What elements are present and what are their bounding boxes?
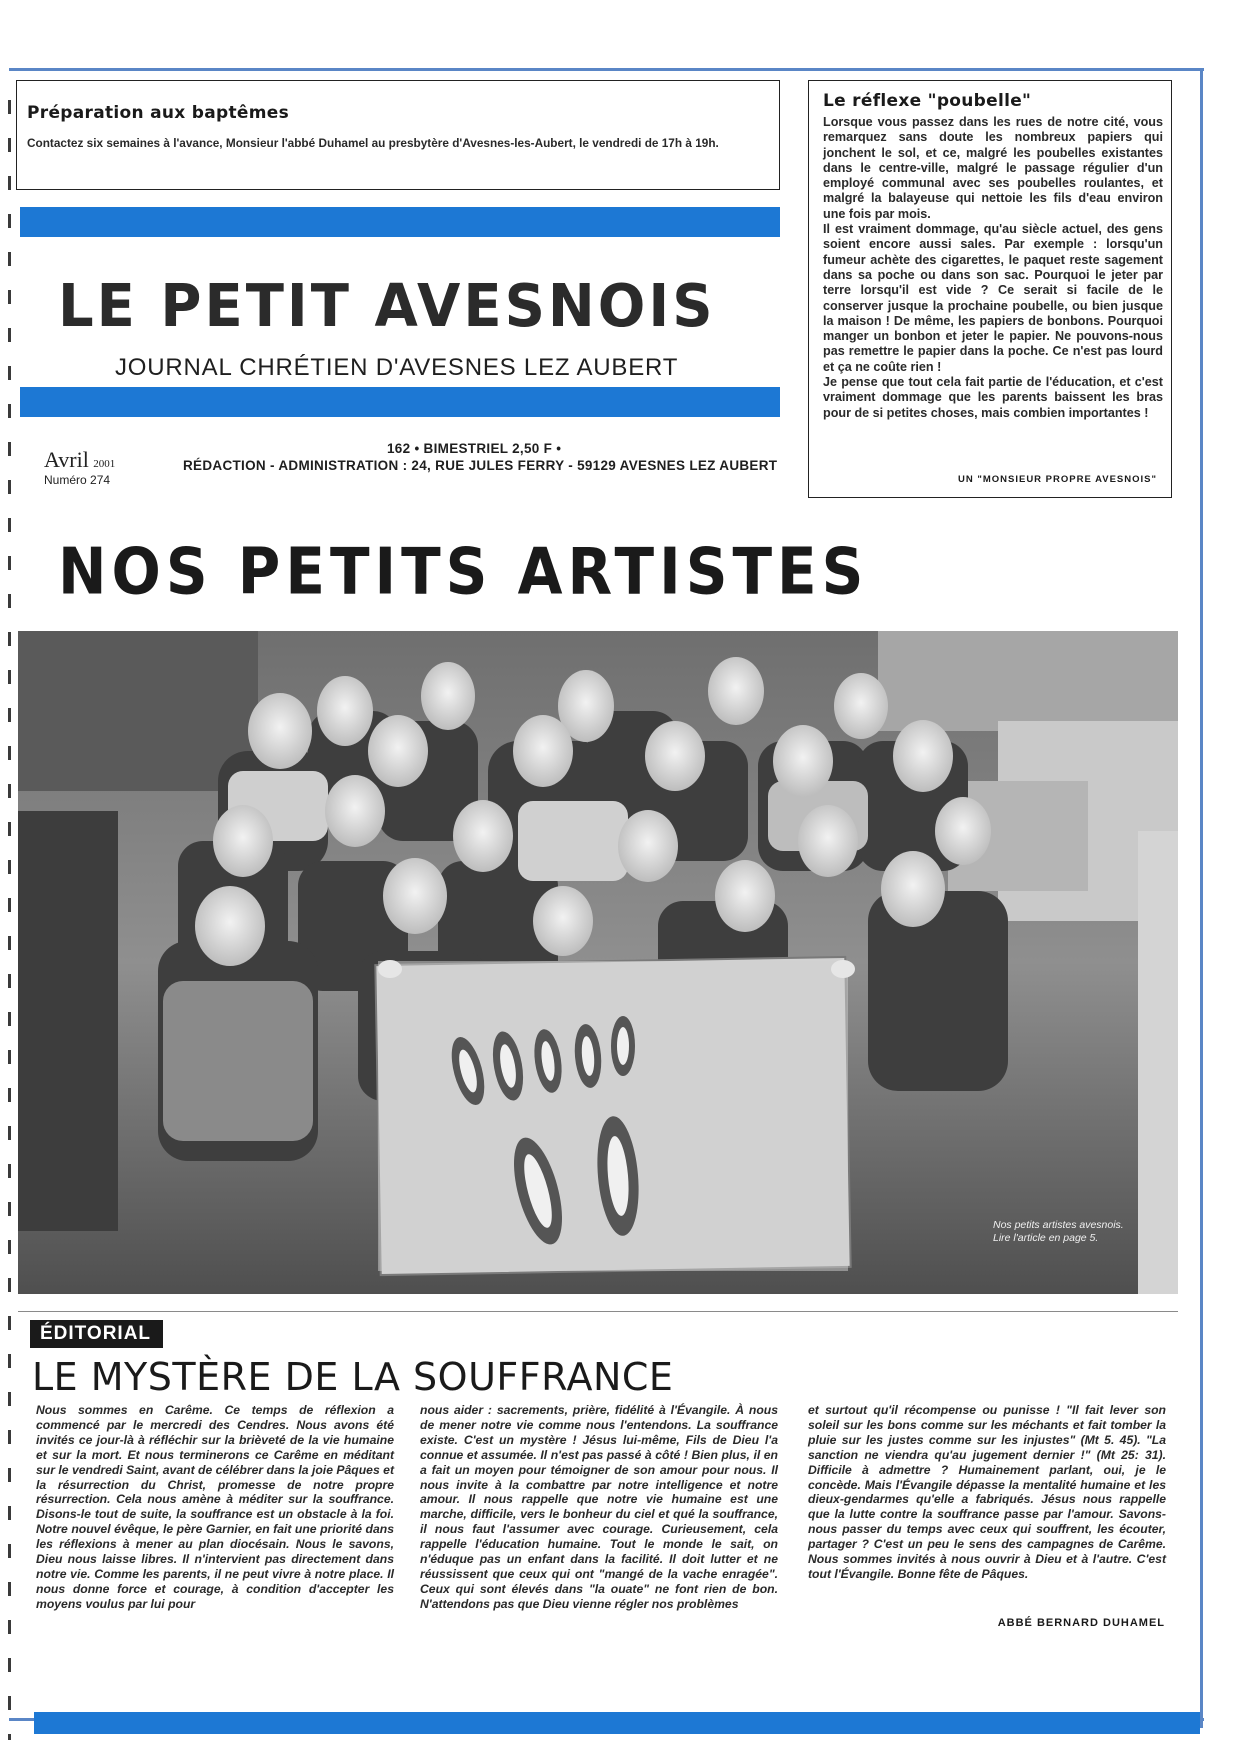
issue-date — [44, 447, 134, 487]
price-line: 162 • BIMESTRIEL 2,50 F • — [387, 441, 562, 456]
footer-band — [34, 1712, 1200, 1734]
bapteme-box — [16, 80, 780, 190]
reflexe-paragraph-1: Lorsque vous passez dans les rues de notre cité, vous remarquez sans doute les nombreux papiers qui jonchent le sol, et ce, malgré les poubelles existantes dans le centre-ville, malgré le passage régulier d'un employé communal avec ses poubelles roulantes, et malgré la balayeuse qui nettoie les fils d'eau environ une fois par mois. — [823, 115, 1163, 221]
reflexe-paragraph-2: Il est vraiment dommage, qu'au siècle actuel, des gens soient encore aussi sales. Par exemple : lorsqu'un fumeur achète des cigarettes, le paquet reste sagement dans sa poche ou dans son sac. Pourquoi le jeter par terre lorsqu'il est vide ? Ce serait si facile de le conserver jusque la prochaine poubelle, ou bien jusque la maison ! De même, les papiers de bonbons. Pourquoi manger un bonbon et jeter le papier. Ne pouvons-nous pas remettre le papier dans la poche. Ce n'est pas lourd et ça ne coûte rien ! — [823, 222, 1163, 374]
editorial-column-3: et surtout qu'il récompense ou punisse ! "Il fait lever son soleil sur les bons comme sur les méchants et fait tomber la pluie sur les justes comme sur les injustes" (Mt 5. 45). "La sanction ne viendra qu'au jugement dernier !" (Mt 25: 31). Difficile à admettre ? Humainement parlant, oui, je le concède. Mais l'Évangile dépasse la mentalité humaine et les dieux-gendarmes qu'elle a fabriqués. Jésus nous rappelle que la lutte contre la souffrance passe par l'amour. Savons-nous passer du temps avec ceux qui souffrent, les écouter, partager ? C'est un peu le sens des campagnes de Carême. Nous sommes invités à nous ouvrir à Dieu et à l'autre. C'est tout l'Évangile. Bonne fête de Pâques. — [808, 1403, 1166, 1581]
issue-month: Avril — [44, 447, 89, 472]
reflexe-body — [823, 115, 1163, 421]
editorial-tag: ÉDITORIAL — [30, 1320, 163, 1348]
class-photo — [18, 631, 1178, 1294]
photo-caption — [993, 1219, 1124, 1245]
feature-headline: NOS PETITS ARTISTES — [58, 534, 869, 609]
editorial-signature: ABBÉ BERNARD DUHAMEL — [997, 1617, 1165, 1629]
masthead-subtitle: JOURNAL CHRÉTIEN D'AVESNES LEZ AUBERT — [115, 354, 679, 381]
masthead-title: LE PETIT AVESNOIS — [58, 272, 716, 341]
binding-marks — [8, 100, 11, 1740]
editorial-column-2: nous aider : sacrements, prière, fidélité à l'Évangile. À nous de mener notre vie comme nous l'entendons. La souffrance existe. C'est un mystère ! Jésus lui-même, Fils de Dieu l'a connue et assumée. Il n'est pas passé à côté ! Bien plus, il en a fait un moyen pour témoigner de son amour pour nous. Il nous invite à la combattre par notre intelligence et notre amour. Il nous rappelle que notre vie humaine est une marche, difficile, vers le bonheur du ciel et qué la souffrance, il nous faut l'assumer avec courage. Curieusement, cela rappelle l'éducation humaine. Tout le monde le sait, on n'éduque pas un enfant dans la facilité. Il doit lutter et ne réussissent que ceux qui ont "mangé de la vache enragée". Ceux qui sont élevés dans "la ouate" ne font rien de bon. N'attendons pas que Dieu vienne régler nos problèmes — [420, 1403, 778, 1611]
masthead-bottom-band — [20, 387, 780, 417]
frame-right-border — [1200, 68, 1203, 1728]
caption-line-1: Nos petits artistes avesnois. — [993, 1219, 1124, 1231]
editorial-title: LE MYSTÈRE DE LA SOUFFRANCE — [32, 1355, 674, 1399]
address-line: RÉDACTION - ADMINISTRATION : 24, RUE JULES FERRY - 59129 AVESNES LEZ AUBERT — [183, 458, 778, 473]
editorial-column-1: Nous sommes en Carême. Ce temps de réflexion a commencé par le mercredi des Cendres. Nous avons été invités ce jour-là à réfléchir sur la brièveté de la vie humaine et sur la mort. Et nous terminerons ce Carême en méditant sur le vendredi Saint, avant de célébrer dans la joie Pâques et la résurrection du Christ, promesse de notre propre résurrection. Cela nous amène à méditer sur la souffrance. Disons-le tout de suite, la souffrance est un obstacle à la foi. Notre nouvel évêque, le père Garnier, en fait une priorité dans les réflexions à mener au plan diocésain. Nous le savons, Dieu nous laisse libres. Il n'intervient pas directement dans notre vie. Comme les parents, il ne peut vivre à notre place. Il nous donne force et courage, à condition d'accepter les moyens voulus par lui pour — [36, 1403, 394, 1611]
issue-number: Numéro 274 — [44, 473, 111, 487]
masthead-top-band — [20, 207, 780, 237]
bapteme-title: Préparation aux baptêmes — [27, 103, 290, 123]
bapteme-text: Contactez six semaines à l'avance, Monsieur l'abbé Duhamel au presbytère d'Avesnes-les-Aubert, le vendredi de 17h à 19h. — [27, 136, 719, 150]
caption-line-2: Lire l'article en page 5. — [993, 1232, 1099, 1244]
reflexe-paragraph-3: Je pense que tout cela fait partie de l'éducation, et c'est vraiment dommage que les parents baissent les bras pour de si petites choses, mais combien importantes ! — [823, 375, 1163, 420]
issue-year: 2001 — [93, 458, 116, 470]
editorial-frame-top — [18, 1311, 1178, 1312]
painting-board — [375, 957, 850, 1275]
reflexe-box — [808, 80, 1172, 498]
class-photo-image — [18, 631, 1178, 1294]
reflexe-signature: UN "MONSIEUR PROPRE AVESNOIS" — [957, 474, 1157, 485]
frame-top-border — [9, 68, 1204, 71]
reflexe-title: Le réflexe "poubelle" — [823, 91, 1032, 111]
